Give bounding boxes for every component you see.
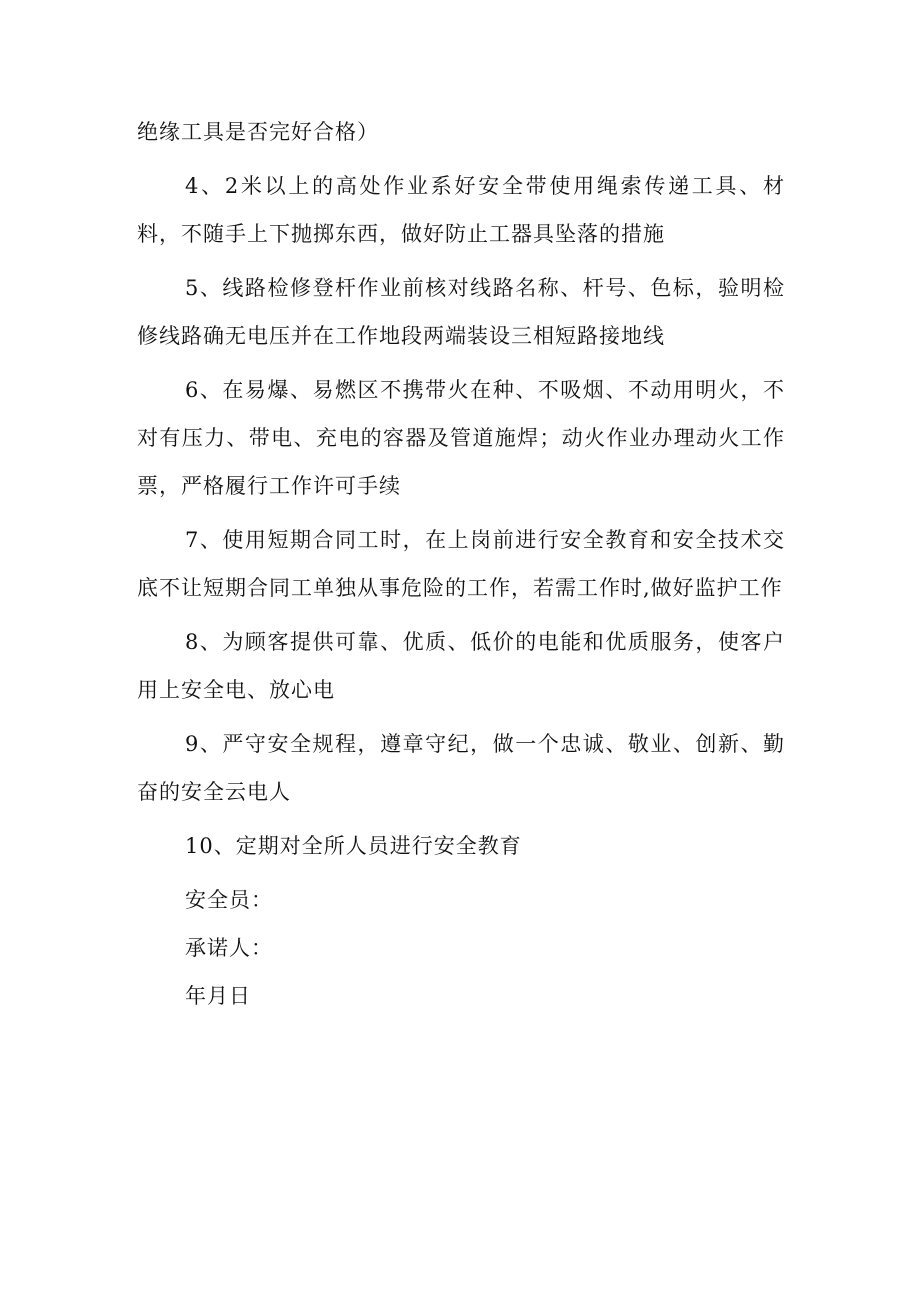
paragraph-item-8: 8、为顾客提供可靠、优质、低价的电能和优质服务，使客户用上安全电、放心电 <box>137 630 785 702</box>
paragraph-item-5: 5、线路检修登杆作业前核对线路名称、杆号、色标，验明检修线路确无电压并在工作地段两端装设三相短路接地线 <box>137 276 785 348</box>
paragraph-item-4: 4、2米以上的高处作业系好安全带使用绳索传递工具、材料，不随手上下抛掷东西，做好防止工器具坠落的措施 <box>137 174 785 246</box>
paragraph-item-6: 6、在易爆、易燃区不携带火在种、不吸烟、不动用明火，不对有压力、带电、充电的容器及管道施焊；动火作业办理动火工作票，严格履行工作许可手续 <box>137 378 785 498</box>
document-body <box>137 108 785 1020</box>
date-label: 年月日 <box>185 984 251 1008</box>
paragraph-item-10: 10、定期对全所人员进行安全教育 <box>185 834 522 858</box>
paragraph-continuation: 绝缘工具是否完好合格） <box>137 120 379 144</box>
paragraph-item-9: 9、严守安全规程，遵章守纪，做一个忠诚、敬业、创新、勤奋的安全云电人 <box>137 732 785 804</box>
signature-block <box>137 876 785 1020</box>
promisor-label: 承诺人： <box>185 936 273 960</box>
paragraph-item-7: 7、使用短期合同工时，在上岗前进行安全教育和安全技术交底不让短期合同工单独从事危险的工作，若需工作时,做好监护工作 <box>137 528 785 600</box>
safety-officer-label: 安全员： <box>185 888 273 912</box>
